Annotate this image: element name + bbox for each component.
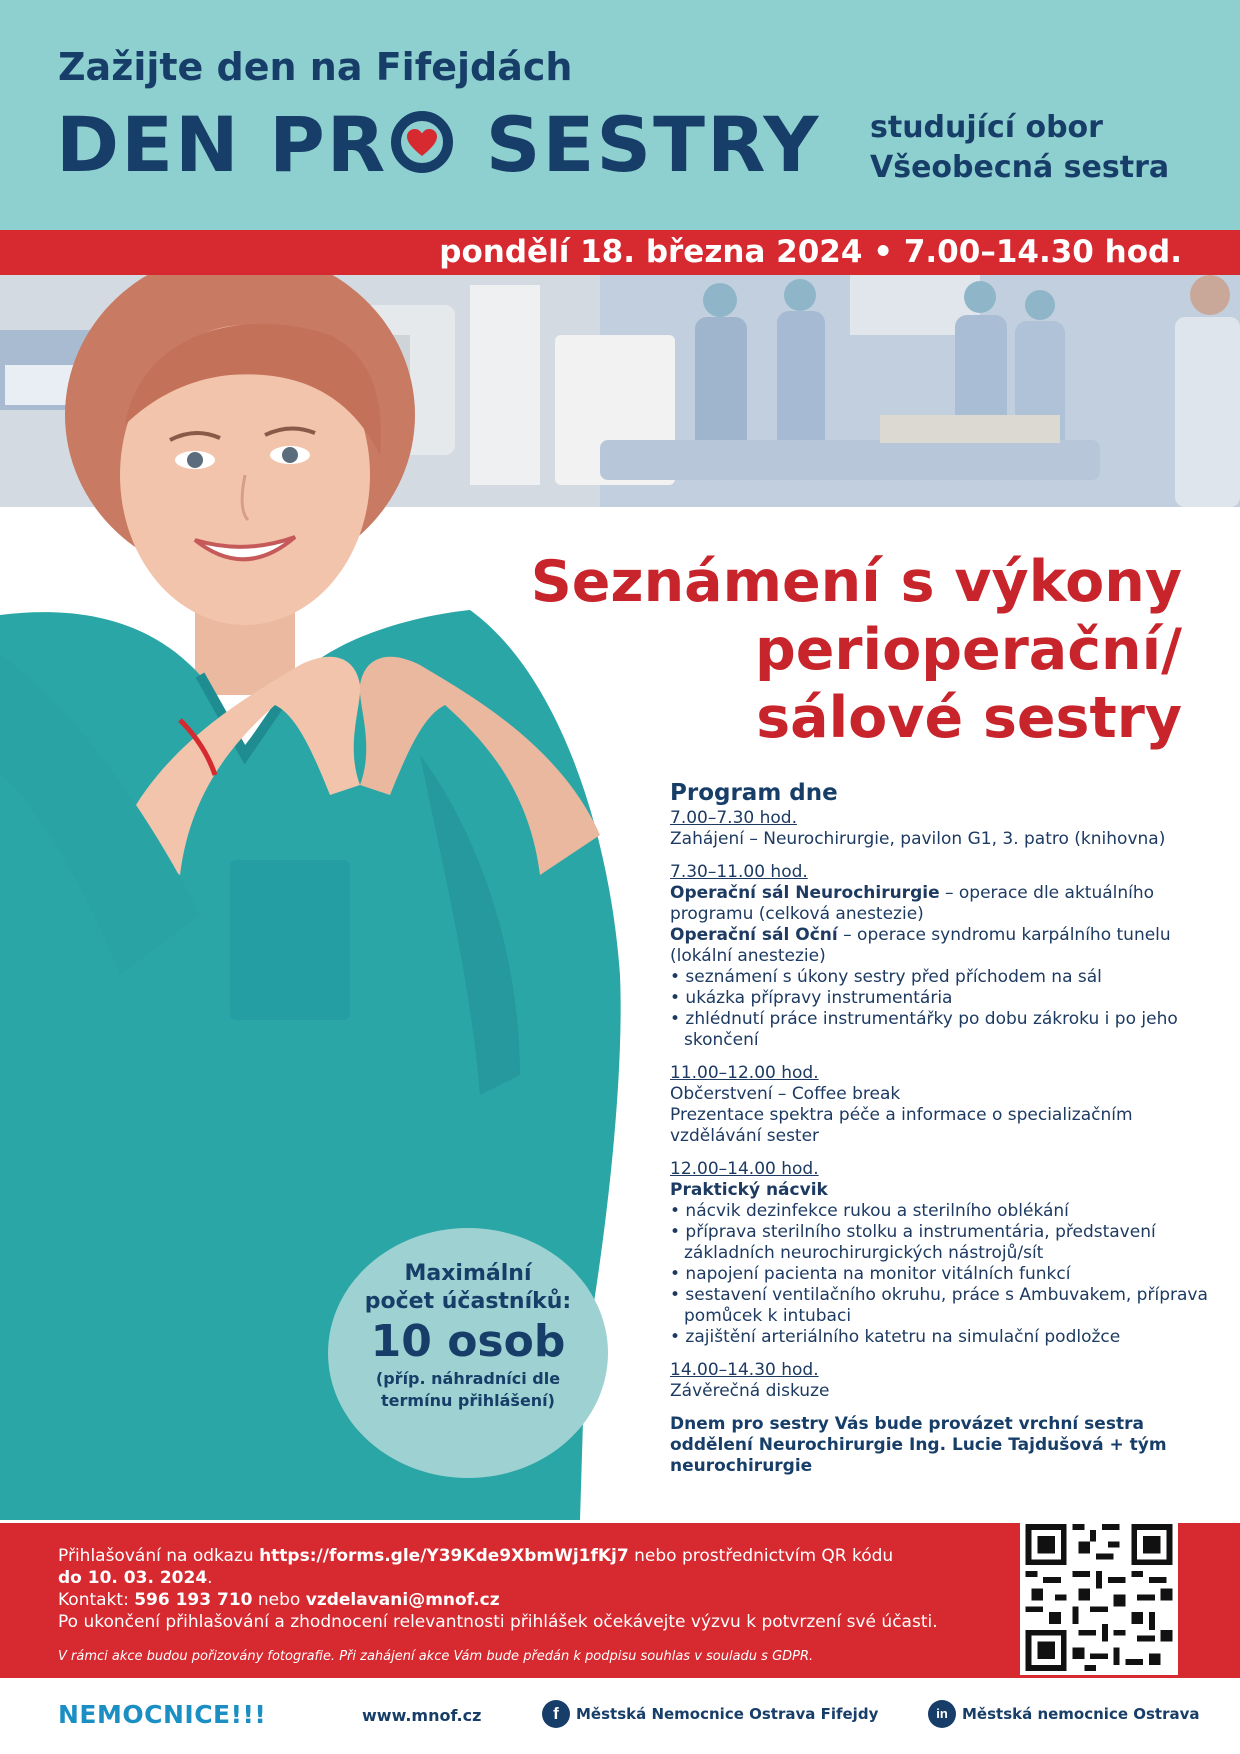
- header-banner: [0, 0, 1240, 230]
- block2-time: 7.30–11.00 hod.: [670, 862, 808, 882]
- block5-text: Závěrečná diskuze: [670, 1381, 830, 1401]
- program-section: [670, 780, 1210, 1477]
- block4-time: 12.00–14.00 hod.: [670, 1159, 819, 1179]
- program-block-5: [670, 1360, 1210, 1402]
- subtitle-line2: Všeobecná sestra: [870, 150, 1170, 185]
- capacity-line1: Maximální: [404, 1261, 532, 1286]
- capacity-count: 10 osob: [370, 1316, 566, 1367]
- program-block-1: [670, 808, 1210, 850]
- capacity-note2: termínu přihlášení): [381, 1391, 555, 1410]
- block4-bullet1: • nácvik dezinfekce rukou a sterilního oblékání: [670, 1201, 1069, 1221]
- contact-or: nebo: [252, 1590, 306, 1610]
- block4-bullet4: • sestavení ventilačního okruhu, práce s Ambuvakem, příprava pomůcek k intubaci: [670, 1285, 1208, 1326]
- event-date: pondělí 18. března 2024 • 7.00–14.30 hod.: [439, 234, 1182, 270]
- registration-deadline: do 10. 03. 2024: [58, 1568, 208, 1588]
- reg-dot: .: [207, 1568, 213, 1588]
- linkedin-link[interactable]: [928, 1700, 1200, 1728]
- block4-title: Praktický nácvik: [670, 1180, 828, 1200]
- reg-intro: Přihlašování na odkazu: [58, 1546, 260, 1566]
- footer: [0, 1678, 1240, 1754]
- capacity-note: [328, 1368, 608, 1412]
- contact-email[interactable]: vzdelavani@mnof.cz: [305, 1590, 500, 1610]
- heart-icon: [407, 129, 437, 157]
- contact-label: Kontakt:: [58, 1590, 135, 1610]
- reg-line2: [58, 1567, 1018, 1589]
- block4-bullet3: • napojení pacienta na monitor vitálních funkcí: [670, 1264, 1071, 1284]
- headline-line3: sálové sestry: [756, 685, 1182, 751]
- block1-time: 7.00–7.30 hod.: [670, 808, 797, 828]
- block2-op1: [670, 883, 1210, 925]
- main-headline: [462, 548, 1182, 752]
- reg-line3: [58, 1589, 1018, 1611]
- capacity-line2: počet účastníků:: [364, 1289, 572, 1314]
- block4-bullet5: • zajištění arteriálního katetru na simulační podložce: [670, 1327, 1121, 1347]
- title-part2: SESTRY: [485, 100, 821, 189]
- date-bar: [0, 230, 1240, 275]
- reg-line4: Po ukončení přihlašování a zhodnocení relevantnosti přihlášek očekávejte výzvu k potvrzení své účasti.: [58, 1612, 938, 1632]
- linkedin-icon: in: [928, 1700, 956, 1728]
- block3-line2: Prezentace spektra péče a informace o specializačním vzdělávání sester: [670, 1105, 1133, 1146]
- title-part1: DEN PR: [56, 100, 388, 189]
- headline-line1: Seznámení s výkony: [530, 549, 1182, 615]
- qr-code[interactable]: [1020, 1520, 1178, 1675]
- block2-bullet2: • ukázka přípravy instrumentária: [670, 988, 953, 1008]
- block4-bullet2: • příprava sterilního stolku a instrumentária, představení základních neurochirurgických nástrojů/sít: [670, 1222, 1156, 1263]
- registration-link[interactable]: https://forms.gle/Y39Kde9XbmWj1fKj7: [259, 1546, 629, 1566]
- facebook-label: Městská Nemocnice Ostrava Fifejdy: [576, 1705, 879, 1723]
- program-heading: Program dne: [670, 780, 838, 806]
- op2-title: Operační sál Oční: [670, 925, 838, 945]
- program-block-3: [670, 1063, 1210, 1147]
- block2-op2: [670, 925, 1210, 967]
- program-block-2: [670, 862, 1210, 1051]
- block5-time: 14.00–14.30 hod.: [670, 1360, 819, 1380]
- contact-phone[interactable]: 596 193 710: [134, 1590, 253, 1610]
- op2-detail: – operace syndromu karpálního tunelu (lokální anestezie): [670, 925, 1171, 966]
- facebook-icon: f: [542, 1700, 570, 1728]
- block3-line1: Občerstvení – Coffee break: [670, 1084, 901, 1104]
- headline-line2: perioperační/: [754, 617, 1182, 683]
- block1-text: Zahájení – Neurochirurgie, pavilon G1, 3. patro (knihovna): [670, 829, 1166, 849]
- event-title: [56, 100, 820, 190]
- hospital-logo[interactable]: NEMOCNICE!!!: [58, 1700, 267, 1729]
- reg-line1: [58, 1545, 1018, 1567]
- op1-title: Operační sál Neurochirurgie: [670, 883, 940, 903]
- gdpr-note: V rámci akce budou pořizovány fotografie. Při zahájení akce Vám bude předán k podpisu souhlas v souladu s GDPR.: [58, 1649, 814, 1664]
- heart-o-letter: [391, 111, 453, 173]
- reg-or-qr: nebo prostřednictvím QR kódu: [628, 1546, 894, 1566]
- capacity-circle: [328, 1228, 608, 1478]
- block3-time: 11.00–12.00 hod.: [670, 1063, 819, 1083]
- facebook-link[interactable]: [542, 1700, 878, 1728]
- linkedin-label: Městská nemocnice Ostrava: [962, 1705, 1200, 1723]
- capacity-note1: (příp. náhradníci dle: [375, 1369, 561, 1388]
- audience-subtitle: [870, 108, 1169, 188]
- registration-info: [58, 1545, 1018, 1633]
- website-link[interactable]: www.mnof.cz: [362, 1706, 482, 1725]
- capacity-label: [328, 1260, 608, 1316]
- tagline: Zažijte den na Fifejdách: [58, 45, 573, 89]
- qr-code-icon: [1024, 1524, 1174, 1671]
- program-block-4: [670, 1159, 1210, 1348]
- block2-bullet3: • zhlédnutí práce instrumentářky po dobu zákroku i po jeho skončení: [670, 1009, 1178, 1050]
- program-closing: Dnem pro sestry Vás bude provázet vrchní sestra oddělení Neurochirurgie Ing. Lucie Tajdušová + tým neurochirurgie: [670, 1414, 1167, 1476]
- op1-detail: – operace dle aktuálního programu (celková anestezie): [670, 883, 1155, 924]
- subtitle-line1: studující obor: [870, 110, 1103, 145]
- block2-bullet1: • seznámení s úkony sestry před příchodem na sál: [670, 967, 1102, 987]
